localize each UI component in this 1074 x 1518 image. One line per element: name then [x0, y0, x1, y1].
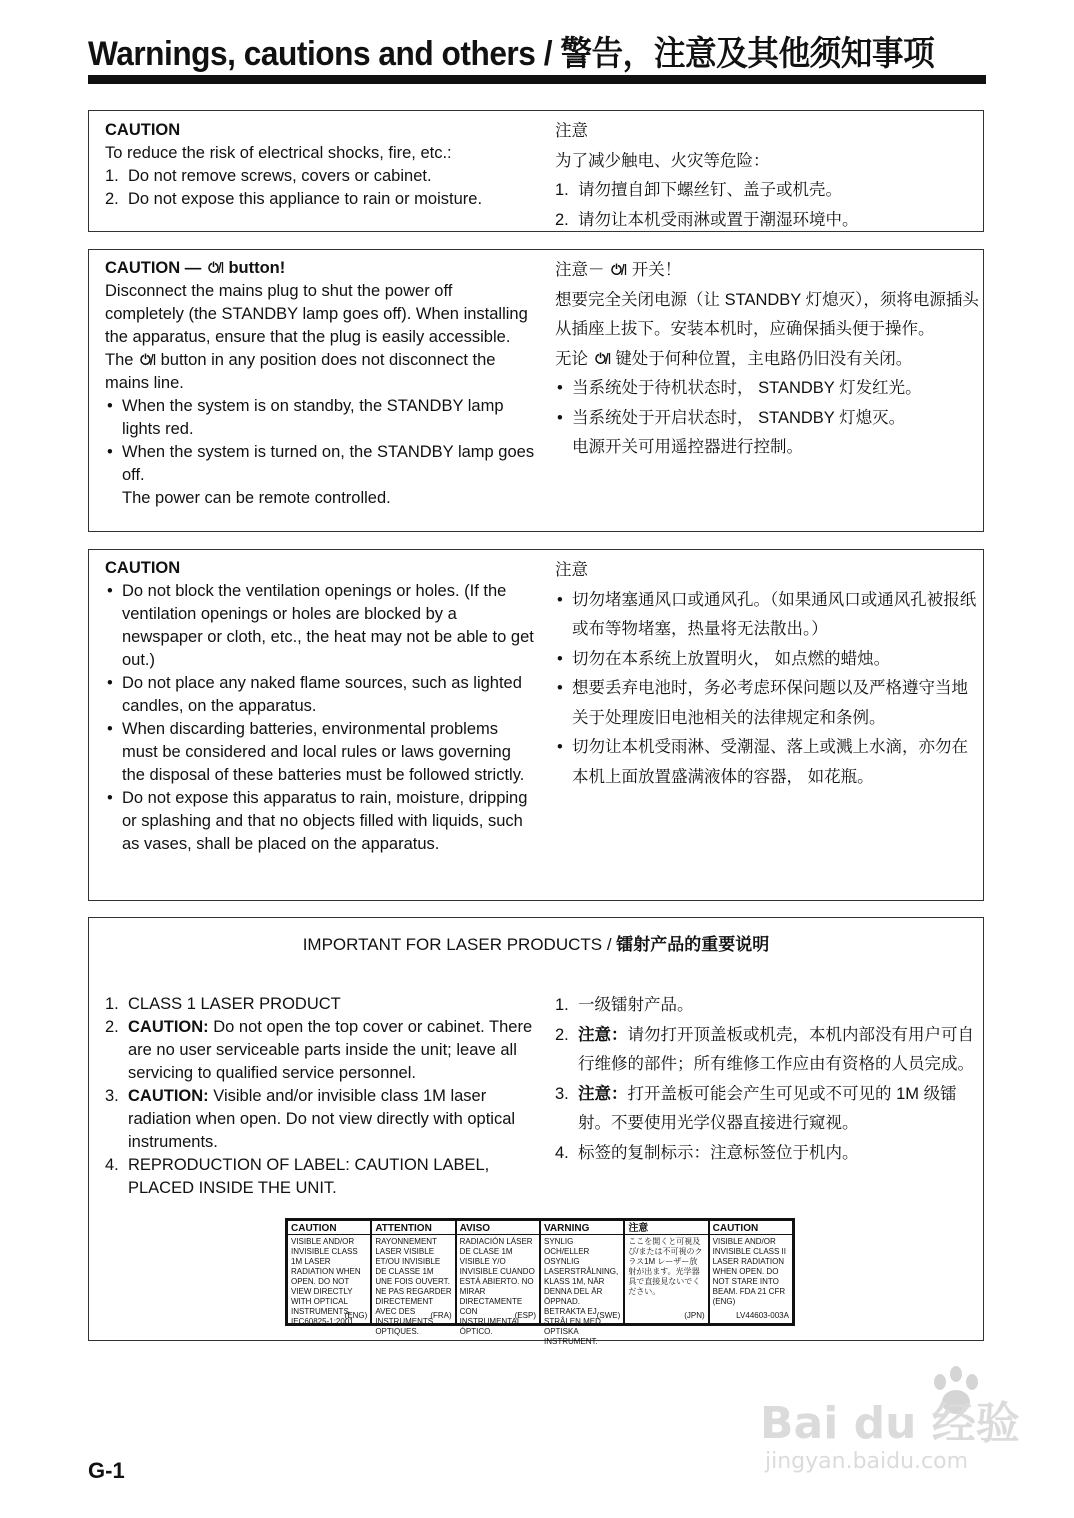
power-paragraph-zh: 想要完全关闭电源（让 STANDBY 灯熄灭），须将电源插头从插座上拔下。安装本机时，应确保插头便于操作。 — [555, 290, 979, 338]
list-item: • When discarding batteries, environmental problems must be considered and local rules or laws governing the disposal of these batteries must be followed strictly. — [105, 718, 535, 787]
list-item: 2. 注意：请勿打开顶盖板或机壳，本机内部没有用户可自行维修的部件；所有维修工作应由有资格的人员完成。 — [555, 1025, 974, 1073]
label-cell: CAUTION VISIBLE AND/OR INVISIBLE CLASS 1M LASER RADIATION WHEN OPEN. DO NOT VIEW DIRECTLY WITH OPTICAL INSTRUMENTS. IEC60825-1:2001 (ENG) — [288, 1221, 372, 1323]
laser-en — [105, 993, 535, 1200]
list-item: • 切勿让本机受雨淋、受潮湿、落上或溅上水滴，亦勿在本机上面放置盛满液体的容器， 如花瓶。 — [555, 733, 980, 792]
laser-box — [88, 917, 984, 1346]
vent-heading: CAUTION — [105, 559, 181, 577]
standby-on-icon — [593, 352, 611, 365]
caution-heading-zh: 注意 — [555, 122, 588, 140]
vent-en — [105, 557, 535, 856]
list-item: • Do not expose this apparatus to rain, moisture, dripping or splashing and that no objects filled with liquids, such as vases, shall be placed on the apparatus. — [105, 787, 535, 856]
power-tail-zh: 电源开关可用遥控器进行控制。 — [572, 438, 803, 456]
list-item: • When the system is on standby, the STANDBY lamp lights red. — [105, 395, 535, 441]
caution-heading: CAUTION — [105, 121, 181, 139]
list-item: 4. REPRODUCTION OF LABEL: CAUTION LABEL, PLACED INSIDE THE UNIT. — [105, 1156, 490, 1197]
list-item: • 当系统处于开启状态时， STANDBY 灯熄灭。 — [555, 404, 980, 434]
label-cell: 注意 ここを開くと可視及び/または不可視のクラス1M レーザー放射が出ます。光学器具で直接見ないでください。 (JPN) — [625, 1221, 709, 1323]
baidu-watermark-logo — [760, 1360, 1020, 1480]
laser-zh — [555, 991, 980, 1168]
caution-zh — [555, 117, 980, 235]
power-tail: The power can be remote controlled. — [122, 489, 391, 507]
page-title: Warnings, cautions and others / 警告，注意及其他须知事项 — [88, 35, 935, 73]
page-number: G-1 — [88, 1458, 125, 1483]
standby-on-icon — [609, 263, 627, 276]
power-heading-zh: 注意－ 开关！ — [555, 261, 682, 279]
list-item: • 当系统处于待机状态时， STANDBY 灯发红光。 — [555, 374, 980, 404]
list-item: • 想要丢弃电池时，务必考虑环保问题以及严格遵守当地关于处理废旧电池相关的法律规定和条例。 — [555, 674, 980, 733]
laser-heading: IMPORTANT FOR LASER PRODUCTS / 镭射产品的重要说明 — [302, 935, 770, 954]
list-item: 1. 一级镭射产品。 — [555, 996, 694, 1014]
power-paragraph-2: The button in any position does not disconnect the mains line. — [105, 351, 496, 392]
label-cell: VARNING SYNLIG OCH/ELLER OSYNLIG LASERSTRÅLNING, KLASS 1M, NÄR DENNA DEL ÄR ÖPPNAD. BETRAKTA EJ STRÅLEN MED OPTISKA INSTRUMENT. (SWE) — [541, 1221, 625, 1323]
list-item: • Do not place any naked flame sources, such as lighted candles, on the apparatus. — [105, 672, 535, 718]
caution-box-ventilation — [88, 549, 984, 901]
standby-on-icon — [138, 353, 156, 366]
caution-intro-zh: 为了减少触电、火灾等危险： — [555, 151, 770, 170]
list-item: 2. 请勿让本机受雨淋或置于潮湿环境中。 — [555, 210, 859, 229]
list-item: 2. Do not expose this appliance to rain or moisture. — [105, 190, 483, 208]
caution-box-electric — [88, 110, 984, 232]
label-cell: AVISO RADIACIÓN LÁSER DE CLASE 1M VISIBLE Y/O INVISIBLE CUANDO ESTÁ ABIERTO. NO MIRAR DIRECTAMENTE CON INSTRUMENTAL ÓPTICO. (ESP) — [457, 1221, 541, 1323]
list-item: 1. CLASS 1 LASER PRODUCT — [105, 995, 341, 1013]
list-item: 1. Do not remove screws, covers or cabinet. — [105, 167, 432, 185]
list-item: 3. CAUTION: Visible and/or invisible class 1M laser radiation when open. Do not view directly with optical instruments. — [105, 1087, 516, 1151]
caution-box-power — [88, 249, 984, 532]
list-item: • 切勿在本系统上放置明火， 如点燃的蜡烛。 — [555, 645, 980, 675]
caution-intro: To reduce the risk of electrical shocks, fire, etc.: — [105, 144, 452, 162]
list-item: • Do not block the ventilation openings or holes. (If the ventilation openings or holes are blocked by a newspaper or cloth, etc., the heat may not be able to get out.) — [105, 580, 535, 672]
vent-heading-zh: 注意 — [555, 561, 588, 579]
label-cell: CAUTION VISIBLE AND/OR INVISIBLE CLASS II LASER RADIATION WHEN OPEN. DO NOT STARE INTO BEAM. FDA 21 CFR (ENG) LV44603-003A — [710, 1221, 792, 1323]
list-item: 4. 标签的复制标示：注意标签位于机内。 — [555, 1143, 859, 1162]
laser-caution-label — [285, 1218, 795, 1346]
power-zh — [555, 256, 980, 463]
list-item: • When the system is turned on, the STANDBY lamp goes off. — [105, 441, 535, 487]
power-en — [105, 257, 535, 510]
vent-zh — [555, 556, 980, 792]
svg-text:jingyan.baidu.com: jingyan.baidu.com — [765, 1449, 969, 1474]
list-item: 3. 注意：打开盖板可能会产生可见或不可见的 1M 级镭射。不要使用光学仪器直接进行窥视。 — [555, 1084, 957, 1132]
power-heading: CAUTION — button! — [105, 259, 286, 277]
label-cell: ATTENTION RAYONNEMENT LASER VISIBLE ET/OU INVISIBLE DE CLASSE 1M UNE FOIS OUVERT. NE PAS REGARDER DIRECTEMENT AVEC DES INSTRUMENTS OPTIQUES. (FRA) — [372, 1221, 456, 1323]
svg-text:Bai du 经验: Bai du 经验 — [760, 1398, 1020, 1449]
caution-en — [105, 119, 535, 211]
standby-on-icon — [206, 261, 224, 274]
title-rule — [88, 75, 986, 84]
power-paragraph: Disconnect the mains plug to shut the power off completely (the STANDBY lamp goes off). When installing the apparatus, ensure that the plug is easily accessible. — [105, 282, 528, 346]
power-paragraph-2-zh: 无论 键处于何种位置，主电路仍旧没有关闭。 — [555, 349, 913, 368]
list-item: 1. 请勿擅自卸下螺丝钉、盖子或机壳。 — [555, 181, 842, 199]
list-item: • 切勿堵塞通风口或通风孔。（如果通风口或通风孔被报纸或布等物堵塞，热量将无法散出。） — [555, 586, 980, 645]
list-item: 2. CAUTION: Do not open the top cover or cabinet. There are no user serviceable parts inside the unit; leave all servicing to qualified service personnel. — [105, 1018, 533, 1082]
